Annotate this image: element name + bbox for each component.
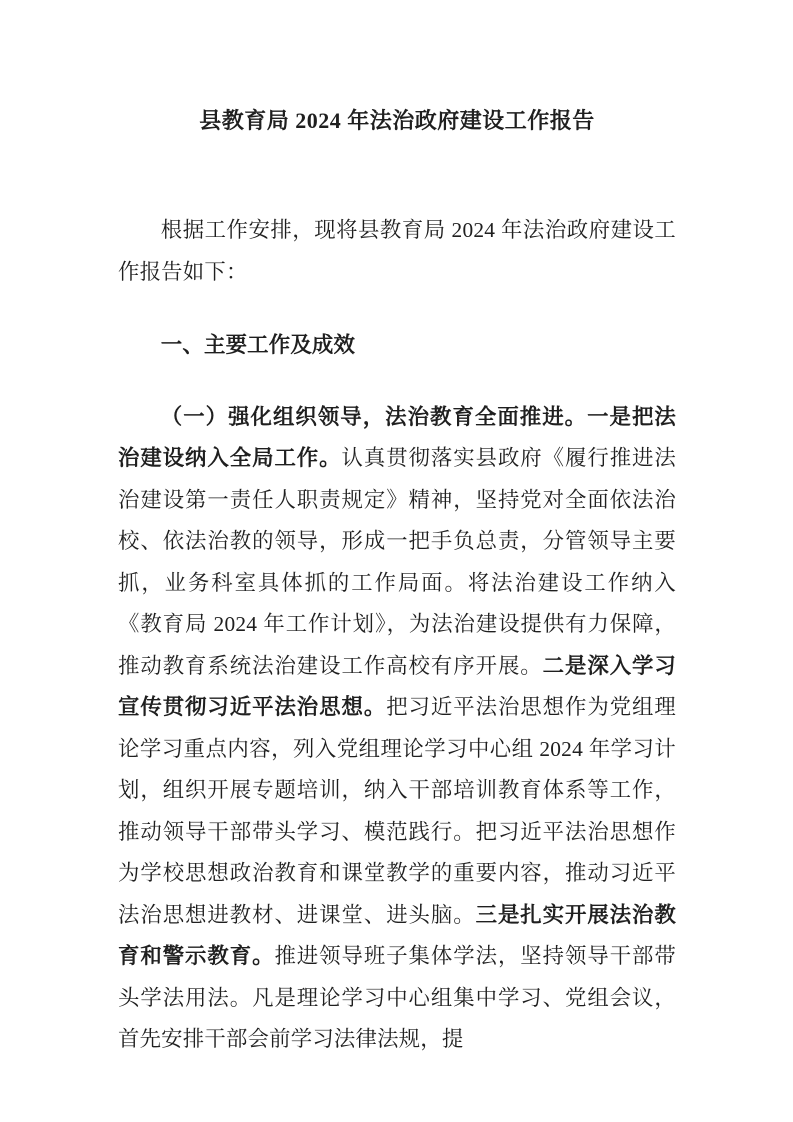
text-run: 推进领导班子集体学法，坚持领导干部带头学法用法。凡是理论学习中心组集中学习、党组会议，首先安排干部会前学习法律法规，提 [118,944,676,1051]
document-title: 县教育局 2024 年法治政府建设工作报告 [199,108,595,133]
bold-text-run: 二是深入学习宣传贯彻习近平法治思想。 [118,653,676,719]
text-run: 认真贯彻落实县政府《履行推进法治建设第一责任人职责规定》精神，坚持党对全面依法治校、依法治教的领导，形成一把手负总责，分管领导主要抓，业务科室具体抓的工作局面。将法治建设工作纳入《教育局 2024 年工作计划》，为法治建设提供有力保障，推动教育系统法治建设工作高校有序开展。 [118,446,676,678]
bold-text-run: （一）强化组织领导，法治教育全面推进。一是把法治建设纳入全局工作。 [118,404,676,470]
body-paragraph [118,397,676,1061]
intro-paragraph [118,210,676,293]
text-run: 把习近平法治思想作为党组理论学习重点内容，列入党组理论学习中心组 2024 年学习计划，组织开展专题培训，纳入干部培训教育体系等工作，推动领导干部带头学习、模范践行。把习近平法治思想作为学校思想政治教育和课堂教学的重要内容，推动习近平法治思想进教材、进课堂、进头脑。 [118,695,676,927]
text-run: 根据工作安排，现将县教育局 2024 年法治政府建设工作报告如下： [118,218,676,284]
section-heading: 一、主要工作及成效 [160,333,356,357]
bold-text-run: 三是扎实开展法治教育和警示教育。 [118,902,676,968]
